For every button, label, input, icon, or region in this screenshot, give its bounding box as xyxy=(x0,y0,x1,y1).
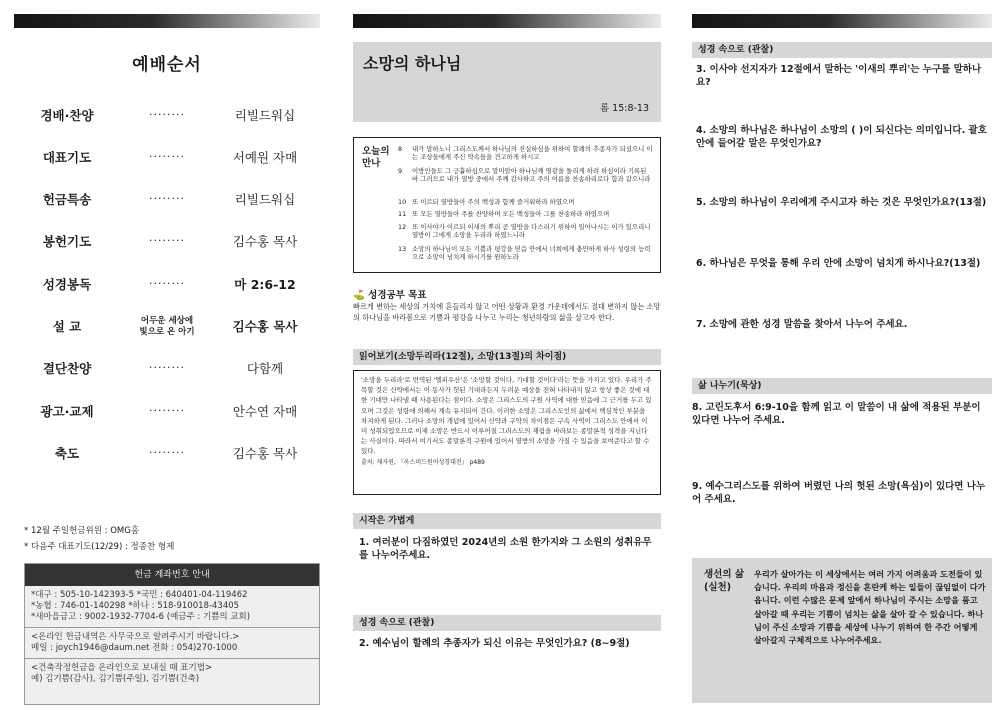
verse-text: 또 이사야가 이르되 이새의 뿌리 곧 열방을 다스리기 위하여 일어나시는 이가 있으리니 열방이 그에게 소망을 두리라 하였느니라 xyxy=(412,223,651,240)
verse-text: 소망의 하나님이 모든 기쁨과 평강을 믿음 안에서 너희에게 충만하게 하사 성령의 능력으로 소망이 넘치게 하시기를 원하노라 xyxy=(412,245,651,262)
worship-order-title: 예배순서 xyxy=(132,55,202,75)
order-label: 헌금특송 xyxy=(42,192,92,207)
order-row xyxy=(14,315,320,339)
question-7: 7. 소망에 관한 성경 말씀을 찾아서 나누어 주세요. xyxy=(696,319,908,330)
verse xyxy=(398,167,656,193)
panel-worship-order xyxy=(14,0,320,712)
order-label: 대표기도 xyxy=(42,150,92,165)
verse-text: 또 모든 열방들아 주를 찬양하며 모든 백성들아 그를 찬송하라 하였으며 xyxy=(412,210,610,218)
sermon-title-box xyxy=(353,42,661,122)
order-label: 봉헌기도 xyxy=(42,234,92,249)
order-dots: ········ xyxy=(149,192,185,205)
daily-manna-label: 오늘의 만나 xyxy=(362,146,390,169)
panel-bible-study xyxy=(353,0,661,712)
online-offering-info xyxy=(25,628,319,659)
verse xyxy=(398,145,656,163)
building-offering-info xyxy=(25,659,319,689)
sermon-title-small: 어두운 세상에 빛으로 온 아기 xyxy=(139,316,195,337)
order-label: 결단찬양 xyxy=(42,361,92,376)
verse-number: 9 xyxy=(398,167,403,175)
order-row xyxy=(14,104,320,128)
order-row xyxy=(14,357,320,381)
study-goal-heading-text: 성경공부 목표 xyxy=(368,290,427,301)
online-offering-contact: 메일 : joych1946@daum.net 전화 : 054)270-1000 xyxy=(31,643,238,653)
order-label: 광고·교제 xyxy=(40,404,94,419)
panel3-header-bar xyxy=(692,14,992,28)
verse-number: 8 xyxy=(398,145,403,153)
reading-source: 출처: 제자원, 『옥스퍼드원어성경대전』 p489 xyxy=(361,458,485,466)
order-row xyxy=(14,188,320,212)
verse xyxy=(398,210,656,219)
order-row xyxy=(14,442,320,466)
bank-line: *농협 : 746-01-140298 *하나 : 518-910018-43405 xyxy=(31,601,240,611)
order-person: 마 2:6-12 xyxy=(234,277,296,292)
order-dots: ········ xyxy=(149,234,185,247)
order-dots: ········ xyxy=(149,361,185,374)
practice-text: 우리가 살아가는 이 세상에서는 여러 가지 어려움과 도전들이 있습니다. 우리의 마음과 정신을 혼란케 하는 일들이 끊임없이 다가옵니다. 이런 수많은 문제 앞에서 하나님이 주시는 소망을 품고 살아갈 때 우리는 기쁨이 넘치는 삶을 살아 갈 수 있습니다. 하나님이 주신 소망과 기쁨을 세상에 나누기 위하여 한 주간 어떻게 살아갈지 구체적으로 나누어주세요. xyxy=(754,569,986,646)
question-5: 5. 소망의 하나님이 우리에게 주시고자 하는 것은 무엇인가요?(13절) xyxy=(696,197,987,208)
question-2: 2. 예수님이 할례의 추종자가 되신 이유는 무엇인가요? (8~9절) xyxy=(359,638,630,649)
question-8: 8. 고린도후서 6:9-10을 함께 읽고 이 말씀이 내 삶에 적용된 부분이 있다면 나누어 주세요. xyxy=(692,402,981,426)
order-dots: ········ xyxy=(149,150,185,163)
order-row xyxy=(14,230,320,254)
bank-line: *새마을금고 : 9002-1932-7704-6 (예금주 : 기쁨의 교회) xyxy=(31,612,251,622)
question-1: 1. 여러분이 다짐하였던 2024년의 소원 한가지와 그 소원의 성취유무를 나누어주세요. xyxy=(359,537,652,561)
verse-number: 11 xyxy=(398,210,407,218)
reading-box xyxy=(353,370,661,495)
verse-number: 12 xyxy=(398,223,407,231)
order-person: 리빌드워십 xyxy=(234,192,296,207)
question-4: 4. 소망의 하나님은 하나님이 소망의 ( )이 되신다는 의미입니다. 괄호 안에 들어갈 말은 무엇인가요? xyxy=(696,125,987,149)
bank-accounts xyxy=(25,586,319,628)
verse-text: 내가 말하노니 그리스도께서 하나님의 진실하심을 위하여 할례의 추종자가 되셨으니 이는 조상들에게 주신 약속들을 견고하게 하시고 xyxy=(412,145,653,162)
verse-number: 10 xyxy=(398,198,407,206)
practice-box xyxy=(692,558,992,703)
reading-section-heading: 읽어보기(소망두리라(12절), 소망(13절)의 차이점) xyxy=(353,349,661,365)
order-dots: ········ xyxy=(149,277,185,290)
practice-heading: 생선의 삶 (실천) xyxy=(704,569,745,593)
order-dots: ········ xyxy=(149,446,185,459)
question-3: 3. 이사야 선지자가 12절에서 말하는 '이새의 뿌리'는 누구를 말하나요? xyxy=(696,64,982,88)
verse-number: 13 xyxy=(398,245,407,253)
order-person: 서예원 자매 xyxy=(232,150,298,165)
order-dots: ········ xyxy=(149,404,185,417)
reading-text: '소망을 두리라'로 번역된 '엘피우산'은 '소망할 것이다, 기대할 것이다'라는 뜻을 가지고 있다. 우리가 주목할 것은 신약에서는 이 동사가 헛된 기대라든지 두려운 예상을 전혀 나타내지 않고 항상 좋은 것에 대한 기대만 나타낼 때 사용된다는 점이다. 소망은 그리스도의 구원 사역에 대한 믿음에 그 근거를 두고 있으며 그것은 성령에 의해서 계속 유지되어 간다. 이러한 소망은 그리스도인의 삶에서 핵심적인 부분을 차지하게 된다. 그러나 소망의 개념에 있어서 신약과 구약의 차이점은 구속 사역이 그리스도 안에서 이미 성취되었으므로 이제 소망은 반드시 이루어질 그리스도의 재림을 바라보는 종말론적 성격을 지닌다는 사실이다. 따라서 여기서도 종말론적 구원에 있어서 열방의 소망을 가질 수 있음을 보여준다고 할 수 있다. xyxy=(361,376,652,456)
verse-text: 또 이르되 열방들아 주의 백성과 함께 즐거워하라 하였으며 xyxy=(412,198,575,206)
order-person: 김수홍 목사 xyxy=(232,234,298,249)
bank-account-box xyxy=(24,563,320,705)
order-row xyxy=(14,400,320,424)
verse xyxy=(398,245,656,263)
bank-line: *대구 : 505-10-142393-5 *국민 : 640401-04-119462 xyxy=(31,590,248,600)
panel1-header-bar xyxy=(14,14,320,28)
verse-text: 이방인들도 그 긍휼하심으로 말미암아 하나님께 영광을 돌리게 하려 하심이라 기록된 바 그러므로 내가 열방 중에서 주께 감사하고 주의 이름을 찬송하리로다 함과 같으니라 xyxy=(412,167,651,184)
order-person: 안수연 자매 xyxy=(232,404,298,419)
order-label: 성경봉독 xyxy=(42,277,92,292)
study-goal-text: 빠르게 변하는 세상의 가치에 흔들리지 않고 어떤 상황과 환경 가운데에서도 절대 변하지 않는 소망의 하나님을 바라봄으로 기쁨과 평강을 나누고 누리는 청년하람의 삶을 살고자 한다. xyxy=(353,302,661,322)
order-person: 김수홍 목사 xyxy=(232,319,298,334)
verse xyxy=(398,198,656,207)
verse xyxy=(398,223,656,241)
sermon-title: 소망의 하나님 xyxy=(363,54,462,73)
order-person: 다함께 xyxy=(246,361,284,376)
online-offering-title: <온라인 헌금내역은 사무국으로 알려주시기 바랍니다.> xyxy=(31,632,240,642)
study-goal-heading xyxy=(353,287,427,301)
order-row xyxy=(14,273,320,297)
panel2-header-bar xyxy=(353,14,661,28)
building-offering-title: <건축작정헌금을 온라인으로 보내실 때 표기법> xyxy=(31,663,213,673)
bank-box-header: 헌금 계좌번호 안내 xyxy=(25,564,319,586)
offering-committee-note: * 12월 주일헌금위원 : OMG홈 xyxy=(24,526,140,536)
order-dots: ········ xyxy=(149,108,185,121)
next-prayer-note: * 다음주 대표기도(12/29) : 정종찬 형제 xyxy=(24,542,175,552)
question-9: 9. 예수그리스도를 위하여 버렸던 나의 헛된 소망(욕심)이 있다면 나누어 주세요. xyxy=(692,481,986,505)
order-person: 김수홍 목사 xyxy=(232,446,298,461)
panel-questions xyxy=(692,0,992,712)
scripture-box xyxy=(353,137,661,273)
life-sharing-section-heading: 삶 나누기(묵상) xyxy=(692,378,992,394)
order-person: 리빌드워십 xyxy=(234,108,296,123)
order-label: 축도 xyxy=(54,446,80,461)
order-label: 경배·찬양 xyxy=(40,108,94,123)
question-6: 6. 하나님은 무엇을 통해 우리 안에 소망이 넘치게 하시나요?(13절) xyxy=(696,258,981,269)
building-offering-example: 예) 김기쁨(감사), 김기쁨(주일), 김기쁨(건축) xyxy=(31,674,200,684)
order-label: 설 교 xyxy=(52,319,82,334)
scripture-reference: 롬 15:8-13 xyxy=(599,103,649,114)
observation-section-heading: 성경 속으로 (관찰) xyxy=(353,615,661,631)
warmup-section-heading: 시작은 가볍게 xyxy=(353,513,661,529)
order-row xyxy=(14,146,320,170)
observation-section-heading: 성경 속으로 (관찰) xyxy=(692,42,992,58)
golf-flag-icon: ⛳ xyxy=(353,290,365,301)
